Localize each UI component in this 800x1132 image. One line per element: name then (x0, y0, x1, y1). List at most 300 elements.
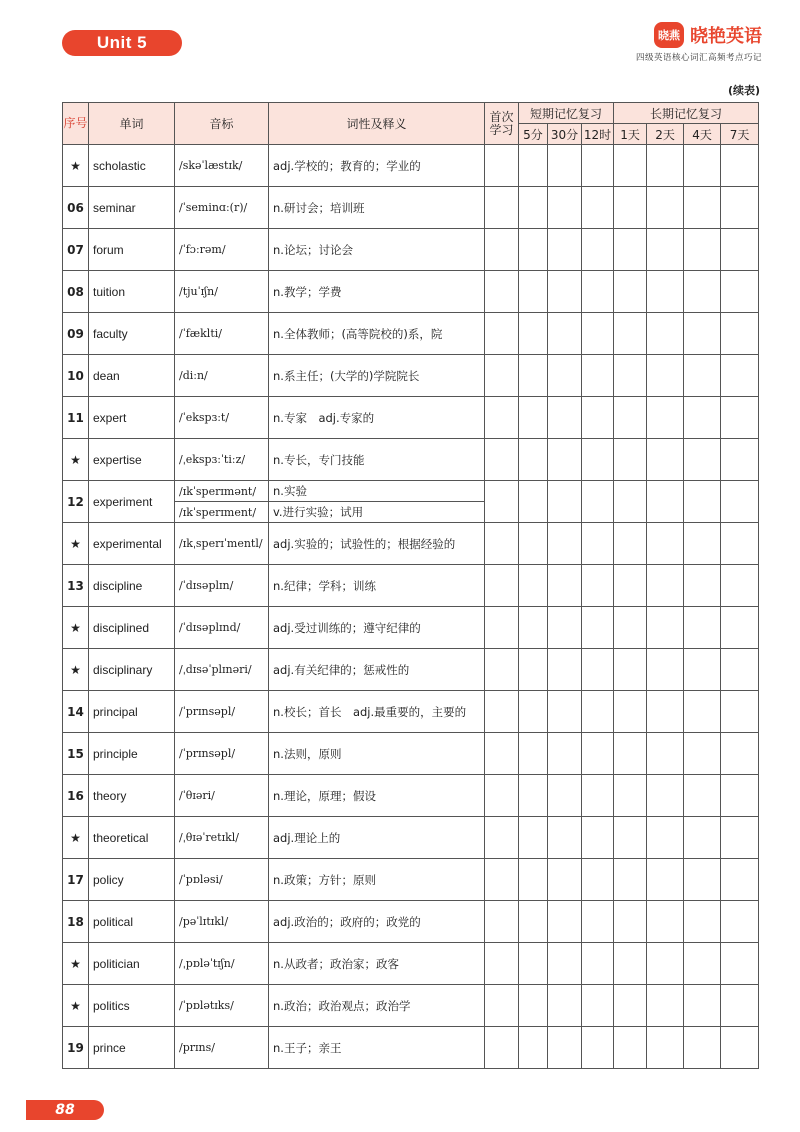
review-checkbox-cell (519, 397, 548, 439)
row-index: 19 (63, 1027, 89, 1069)
row-index: 10 (63, 355, 89, 397)
review-checkbox-cell (582, 397, 614, 439)
review-checkbox-cell (519, 481, 548, 523)
review-checkbox-cell (614, 229, 647, 271)
review-checkbox-cell (614, 733, 647, 775)
review-checkbox-cell (548, 187, 582, 229)
review-checkbox-cell (519, 439, 548, 481)
review-checkbox-cell (485, 607, 519, 649)
review-checkbox-cell (614, 817, 647, 859)
row-phonetic: /ˈpɒləsi/ (175, 859, 269, 901)
row-word: policy (89, 859, 175, 901)
row-index: ★ (63, 439, 89, 481)
table-row (63, 313, 759, 355)
row-phonetic: /pəˈlɪtɪkl/ (175, 901, 269, 943)
review-checkbox-cell (485, 733, 519, 775)
row-index: 18 (63, 901, 89, 943)
review-checkbox-cell (548, 523, 582, 565)
review-checkbox-cell (684, 565, 721, 607)
review-checkbox-cell (548, 145, 582, 187)
table-row (63, 145, 759, 187)
review-checkbox-cell (548, 271, 582, 313)
table-row (63, 691, 759, 733)
review-checkbox-cell (647, 607, 684, 649)
row-index: ★ (63, 943, 89, 985)
review-checkbox-cell (485, 523, 519, 565)
row-phonetic: /ˈdɪsəplɪnd/ (175, 607, 269, 649)
row-index: 06 (63, 187, 89, 229)
review-checkbox-cell (485, 439, 519, 481)
review-checkbox-cell (485, 859, 519, 901)
row-word: principal (89, 691, 175, 733)
review-checkbox-cell (614, 271, 647, 313)
review-checkbox-cell (721, 523, 759, 565)
table-row (63, 607, 759, 649)
review-checkbox-cell (614, 775, 647, 817)
table-row (63, 565, 759, 607)
header-long-col: 1天 (614, 124, 647, 145)
review-checkbox-cell (485, 901, 519, 943)
review-checkbox-cell (582, 691, 614, 733)
review-checkbox-cell (519, 523, 548, 565)
review-checkbox-cell (721, 145, 759, 187)
review-checkbox-cell (548, 313, 582, 355)
header-meaning: 词性及释义 (269, 103, 485, 145)
review-checkbox-cell (647, 439, 684, 481)
row-meaning: adj.理论上的 (269, 817, 485, 859)
row-phonetic: /ˌekspɜːˈtiːz/ (175, 439, 269, 481)
row-phonetic: /ˈekspɜːt/ (175, 397, 269, 439)
row-meaning: n.政治；政治观点；政治学 (269, 985, 485, 1027)
review-checkbox-cell (647, 523, 684, 565)
review-checkbox-cell (684, 817, 721, 859)
row-word: scholastic (89, 145, 175, 187)
review-checkbox-cell (485, 271, 519, 313)
review-checkbox-cell (485, 985, 519, 1027)
table-row (63, 397, 759, 439)
review-checkbox-cell (647, 565, 684, 607)
review-checkbox-cell (614, 1027, 647, 1069)
header-long-col: 7天 (721, 124, 759, 145)
vocabulary-table (62, 102, 759, 1069)
table-row (63, 733, 759, 775)
row-word: prince (89, 1027, 175, 1069)
row-index: ★ (63, 523, 89, 565)
row-phonetic: /ˌpɒləˈtɪʃn/ (175, 943, 269, 985)
row-word: dean (89, 355, 175, 397)
row-meaning: n.法则，原则 (269, 733, 485, 775)
review-checkbox-cell (721, 817, 759, 859)
header-first-study: 首次学习 (485, 103, 519, 145)
review-checkbox-cell (519, 1027, 548, 1069)
review-checkbox-cell (684, 859, 721, 901)
review-checkbox-cell (684, 313, 721, 355)
row-index: ★ (63, 649, 89, 691)
review-checkbox-cell (582, 775, 614, 817)
review-checkbox-cell (548, 481, 582, 523)
review-checkbox-cell (684, 733, 721, 775)
row-meaning: n.系主任；(大学的)学院院长 (269, 355, 485, 397)
review-checkbox-cell (614, 649, 647, 691)
row-meaning: n.专家 adj.专家的 (269, 397, 485, 439)
review-checkbox-cell (582, 985, 614, 1027)
row-index: ★ (63, 607, 89, 649)
review-checkbox-cell (721, 271, 759, 313)
table-row (63, 187, 759, 229)
review-checkbox-cell (485, 145, 519, 187)
review-checkbox-cell (647, 817, 684, 859)
review-checkbox-cell (614, 901, 647, 943)
header-word: 单词 (89, 103, 175, 145)
row-meaning: n.校长；首长 adj.最重要的，主要的 (269, 691, 485, 733)
review-checkbox-cell (614, 481, 647, 523)
review-checkbox-cell (548, 565, 582, 607)
review-checkbox-cell (582, 313, 614, 355)
review-checkbox-cell (485, 775, 519, 817)
review-checkbox-cell (519, 817, 548, 859)
header-phonetic: 音标 (175, 103, 269, 145)
row-meaning: n.纪律；学科；训练 (269, 565, 485, 607)
page-number: 88 (26, 1100, 104, 1120)
review-checkbox-cell (614, 145, 647, 187)
review-checkbox-cell (684, 229, 721, 271)
row-meaning: adj.学校的；教育的；学业的 (269, 145, 485, 187)
row-phonetic: /ˈprɪnsəpl/ (175, 733, 269, 775)
header-short-col: 12时 (582, 124, 614, 145)
review-checkbox-cell (647, 397, 684, 439)
table-row (63, 943, 759, 985)
review-checkbox-cell (582, 943, 614, 985)
table-row (63, 775, 759, 817)
row-index: 11 (63, 397, 89, 439)
row-meaning: n.论坛；讨论会 (269, 229, 485, 271)
review-checkbox-cell (485, 229, 519, 271)
row-phonetic: /ɪkˈsperɪment/ (175, 502, 269, 523)
row-meaning: n.教学；学费 (269, 271, 485, 313)
row-word: disciplined (89, 607, 175, 649)
review-checkbox-cell (548, 817, 582, 859)
table-row (63, 817, 759, 859)
review-checkbox-cell (548, 1027, 582, 1069)
brand-logo (636, 22, 762, 63)
table-row (63, 355, 759, 397)
table-row (63, 229, 759, 271)
review-checkbox-cell (721, 607, 759, 649)
review-checkbox-cell (684, 691, 721, 733)
review-checkbox-cell (684, 187, 721, 229)
row-index: 17 (63, 859, 89, 901)
review-checkbox-cell (582, 1027, 614, 1069)
row-meaning: n.理论，原理；假设 (269, 775, 485, 817)
header-short-col: 5分 (519, 124, 548, 145)
row-phonetic: /diːn/ (175, 355, 269, 397)
review-checkbox-cell (548, 649, 582, 691)
row-index: 14 (63, 691, 89, 733)
review-checkbox-cell (721, 229, 759, 271)
row-phonetic: /ˈprɪnsəpl/ (175, 691, 269, 733)
continued-label: (续表) (727, 84, 760, 97)
row-index: 13 (63, 565, 89, 607)
review-checkbox-cell (684, 145, 721, 187)
review-checkbox-cell (485, 817, 519, 859)
logo-text: 晓艳英语 (690, 26, 762, 47)
header-long-col: 2天 (647, 124, 684, 145)
review-checkbox-cell (582, 607, 614, 649)
row-meaning: adj.受过训练的；遵守纪律的 (269, 607, 485, 649)
review-checkbox-cell (485, 397, 519, 439)
review-checkbox-cell (519, 313, 548, 355)
row-phonetic: /ˌdɪsəˈplɪnəri/ (175, 649, 269, 691)
review-checkbox-cell (647, 649, 684, 691)
row-meaning: n.王子；亲王 (269, 1027, 485, 1069)
table-row (63, 271, 759, 313)
review-checkbox-cell (647, 859, 684, 901)
row-index: ★ (63, 985, 89, 1027)
logo-subtitle: 四级英语核心词汇高频考点巧记 (635, 53, 762, 63)
review-checkbox-cell (582, 649, 614, 691)
review-checkbox-cell (582, 733, 614, 775)
review-checkbox-cell (582, 901, 614, 943)
review-checkbox-cell (548, 439, 582, 481)
row-index: ★ (63, 817, 89, 859)
review-checkbox-cell (519, 565, 548, 607)
review-checkbox-cell (548, 355, 582, 397)
row-phonetic: /ˈfɔːrəm/ (175, 229, 269, 271)
review-checkbox-cell (548, 607, 582, 649)
row-meaning: n.从政者；政治家；政客 (269, 943, 485, 985)
review-checkbox-cell (614, 439, 647, 481)
row-phonetic: /tjuˈɪʃn/ (175, 271, 269, 313)
review-checkbox-cell (582, 187, 614, 229)
row-phonetic: /ˈθɪəri/ (175, 775, 269, 817)
review-checkbox-cell (647, 481, 684, 523)
review-checkbox-cell (721, 439, 759, 481)
row-phonetic: /ɪkˈsperɪmənt/ (175, 481, 269, 502)
review-checkbox-cell (519, 649, 548, 691)
table-row (63, 859, 759, 901)
review-checkbox-cell (519, 901, 548, 943)
review-checkbox-cell (721, 355, 759, 397)
review-checkbox-cell (519, 355, 548, 397)
review-checkbox-cell (582, 859, 614, 901)
review-checkbox-cell (485, 187, 519, 229)
row-word: discipline (89, 565, 175, 607)
row-index: 07 (63, 229, 89, 271)
review-checkbox-cell (647, 1027, 684, 1069)
table-row (63, 649, 759, 691)
row-word: experiment (89, 481, 175, 523)
row-word: experimental (89, 523, 175, 565)
row-word: disciplinary (89, 649, 175, 691)
row-meaning: n.全体教师；(高等院校的)系，院 (269, 313, 485, 355)
review-checkbox-cell (485, 1027, 519, 1069)
row-phonetic: /ˈseminɑː(r)/ (175, 187, 269, 229)
review-checkbox-cell (485, 355, 519, 397)
review-checkbox-cell (614, 313, 647, 355)
review-checkbox-cell (614, 397, 647, 439)
review-checkbox-cell (614, 943, 647, 985)
header-short-col: 30分 (548, 124, 582, 145)
table-row (63, 901, 759, 943)
row-index: 09 (63, 313, 89, 355)
review-checkbox-cell (721, 1027, 759, 1069)
row-index: 12 (63, 481, 89, 523)
review-checkbox-cell (721, 733, 759, 775)
review-checkbox-cell (647, 775, 684, 817)
review-checkbox-cell (684, 397, 721, 439)
row-word: politics (89, 985, 175, 1027)
row-phonetic: /skəˈlæstɪk/ (175, 145, 269, 187)
review-checkbox-cell (582, 439, 614, 481)
review-checkbox-cell (647, 355, 684, 397)
review-checkbox-cell (548, 775, 582, 817)
review-checkbox-cell (485, 943, 519, 985)
review-checkbox-cell (684, 901, 721, 943)
review-checkbox-cell (684, 649, 721, 691)
review-checkbox-cell (684, 481, 721, 523)
review-checkbox-cell (548, 859, 582, 901)
review-checkbox-cell (684, 985, 721, 1027)
review-checkbox-cell (647, 901, 684, 943)
header-long-col: 4天 (684, 124, 721, 145)
review-checkbox-cell (485, 691, 519, 733)
row-index: 08 (63, 271, 89, 313)
review-checkbox-cell (614, 523, 647, 565)
review-checkbox-cell (548, 691, 582, 733)
row-index: 15 (63, 733, 89, 775)
row-word: expert (89, 397, 175, 439)
row-phonetic: /ɪkˌsperɪˈmentl/ (175, 523, 269, 565)
review-checkbox-cell (485, 313, 519, 355)
review-checkbox-cell (548, 985, 582, 1027)
review-checkbox-cell (519, 943, 548, 985)
review-checkbox-cell (684, 271, 721, 313)
row-meaning: n.政策；方针；原则 (269, 859, 485, 901)
row-phonetic: /ˈfæklti/ (175, 313, 269, 355)
review-checkbox-cell (519, 733, 548, 775)
review-checkbox-cell (647, 943, 684, 985)
review-checkbox-cell (647, 145, 684, 187)
logo-mark-icon: 晓燕 (654, 22, 684, 48)
review-checkbox-cell (582, 817, 614, 859)
row-word: forum (89, 229, 175, 271)
row-phonetic: /ˈdɪsəplɪn/ (175, 565, 269, 607)
review-checkbox-cell (519, 607, 548, 649)
row-word: faculty (89, 313, 175, 355)
unit-badge: Unit 5 (62, 30, 182, 56)
review-checkbox-cell (684, 775, 721, 817)
row-word: tuition (89, 271, 175, 313)
row-word: seminar (89, 187, 175, 229)
review-checkbox-cell (485, 481, 519, 523)
review-checkbox-cell (519, 271, 548, 313)
review-checkbox-cell (684, 355, 721, 397)
review-checkbox-cell (721, 985, 759, 1027)
review-checkbox-cell (684, 607, 721, 649)
review-checkbox-cell (548, 229, 582, 271)
review-checkbox-cell (721, 481, 759, 523)
review-checkbox-cell (614, 355, 647, 397)
review-checkbox-cell (519, 985, 548, 1027)
review-checkbox-cell (647, 733, 684, 775)
review-checkbox-cell (582, 271, 614, 313)
review-checkbox-cell (582, 355, 614, 397)
review-checkbox-cell (614, 985, 647, 1027)
review-checkbox-cell (647, 187, 684, 229)
table-row (63, 523, 759, 565)
header-long-term: 长期记忆复习 (614, 103, 759, 124)
review-checkbox-cell (548, 901, 582, 943)
review-checkbox-cell (721, 691, 759, 733)
row-meaning: n.研讨会；培训班 (269, 187, 485, 229)
row-meaning: adj.实验的；试验性的；根据经验的 (269, 523, 485, 565)
review-checkbox-cell (548, 733, 582, 775)
row-meaning: v.进行实验；试用 (269, 502, 485, 523)
review-checkbox-cell (721, 187, 759, 229)
review-checkbox-cell (614, 691, 647, 733)
review-checkbox-cell (684, 439, 721, 481)
review-checkbox-cell (721, 397, 759, 439)
row-meaning: n.专长，专门技能 (269, 439, 485, 481)
row-word: political (89, 901, 175, 943)
row-phonetic: /prɪns/ (175, 1027, 269, 1069)
review-checkbox-cell (721, 649, 759, 691)
review-checkbox-cell (614, 187, 647, 229)
row-meaning: adj.有关纪律的；惩戒性的 (269, 649, 485, 691)
row-word: theory (89, 775, 175, 817)
header-short-term: 短期记忆复习 (519, 103, 614, 124)
review-checkbox-cell (647, 313, 684, 355)
review-checkbox-cell (721, 901, 759, 943)
review-checkbox-cell (582, 481, 614, 523)
row-word: expertise (89, 439, 175, 481)
review-checkbox-cell (519, 691, 548, 733)
review-checkbox-cell (647, 985, 684, 1027)
review-checkbox-cell (548, 397, 582, 439)
table-row (63, 439, 759, 481)
review-checkbox-cell (485, 565, 519, 607)
review-checkbox-cell (485, 649, 519, 691)
review-checkbox-cell (721, 313, 759, 355)
row-index: 16 (63, 775, 89, 817)
row-meaning: n.实验 (269, 481, 485, 502)
review-checkbox-cell (582, 565, 614, 607)
header-index: 序号 (63, 103, 89, 145)
row-index: ★ (63, 145, 89, 187)
review-checkbox-cell (519, 775, 548, 817)
table-row (63, 481, 759, 502)
table-row (63, 1027, 759, 1069)
row-word: principle (89, 733, 175, 775)
review-checkbox-cell (684, 523, 721, 565)
review-checkbox-cell (582, 229, 614, 271)
review-checkbox-cell (614, 565, 647, 607)
review-checkbox-cell (614, 859, 647, 901)
review-checkbox-cell (647, 229, 684, 271)
review-checkbox-cell (614, 607, 647, 649)
review-checkbox-cell (548, 943, 582, 985)
review-checkbox-cell (721, 943, 759, 985)
review-checkbox-cell (519, 187, 548, 229)
row-word: theoretical (89, 817, 175, 859)
review-checkbox-cell (684, 1027, 721, 1069)
row-phonetic: /ˈpɒlətɪks/ (175, 985, 269, 1027)
review-checkbox-cell (519, 229, 548, 271)
review-checkbox-cell (721, 565, 759, 607)
review-checkbox-cell (519, 145, 548, 187)
review-checkbox-cell (684, 943, 721, 985)
review-checkbox-cell (582, 145, 614, 187)
